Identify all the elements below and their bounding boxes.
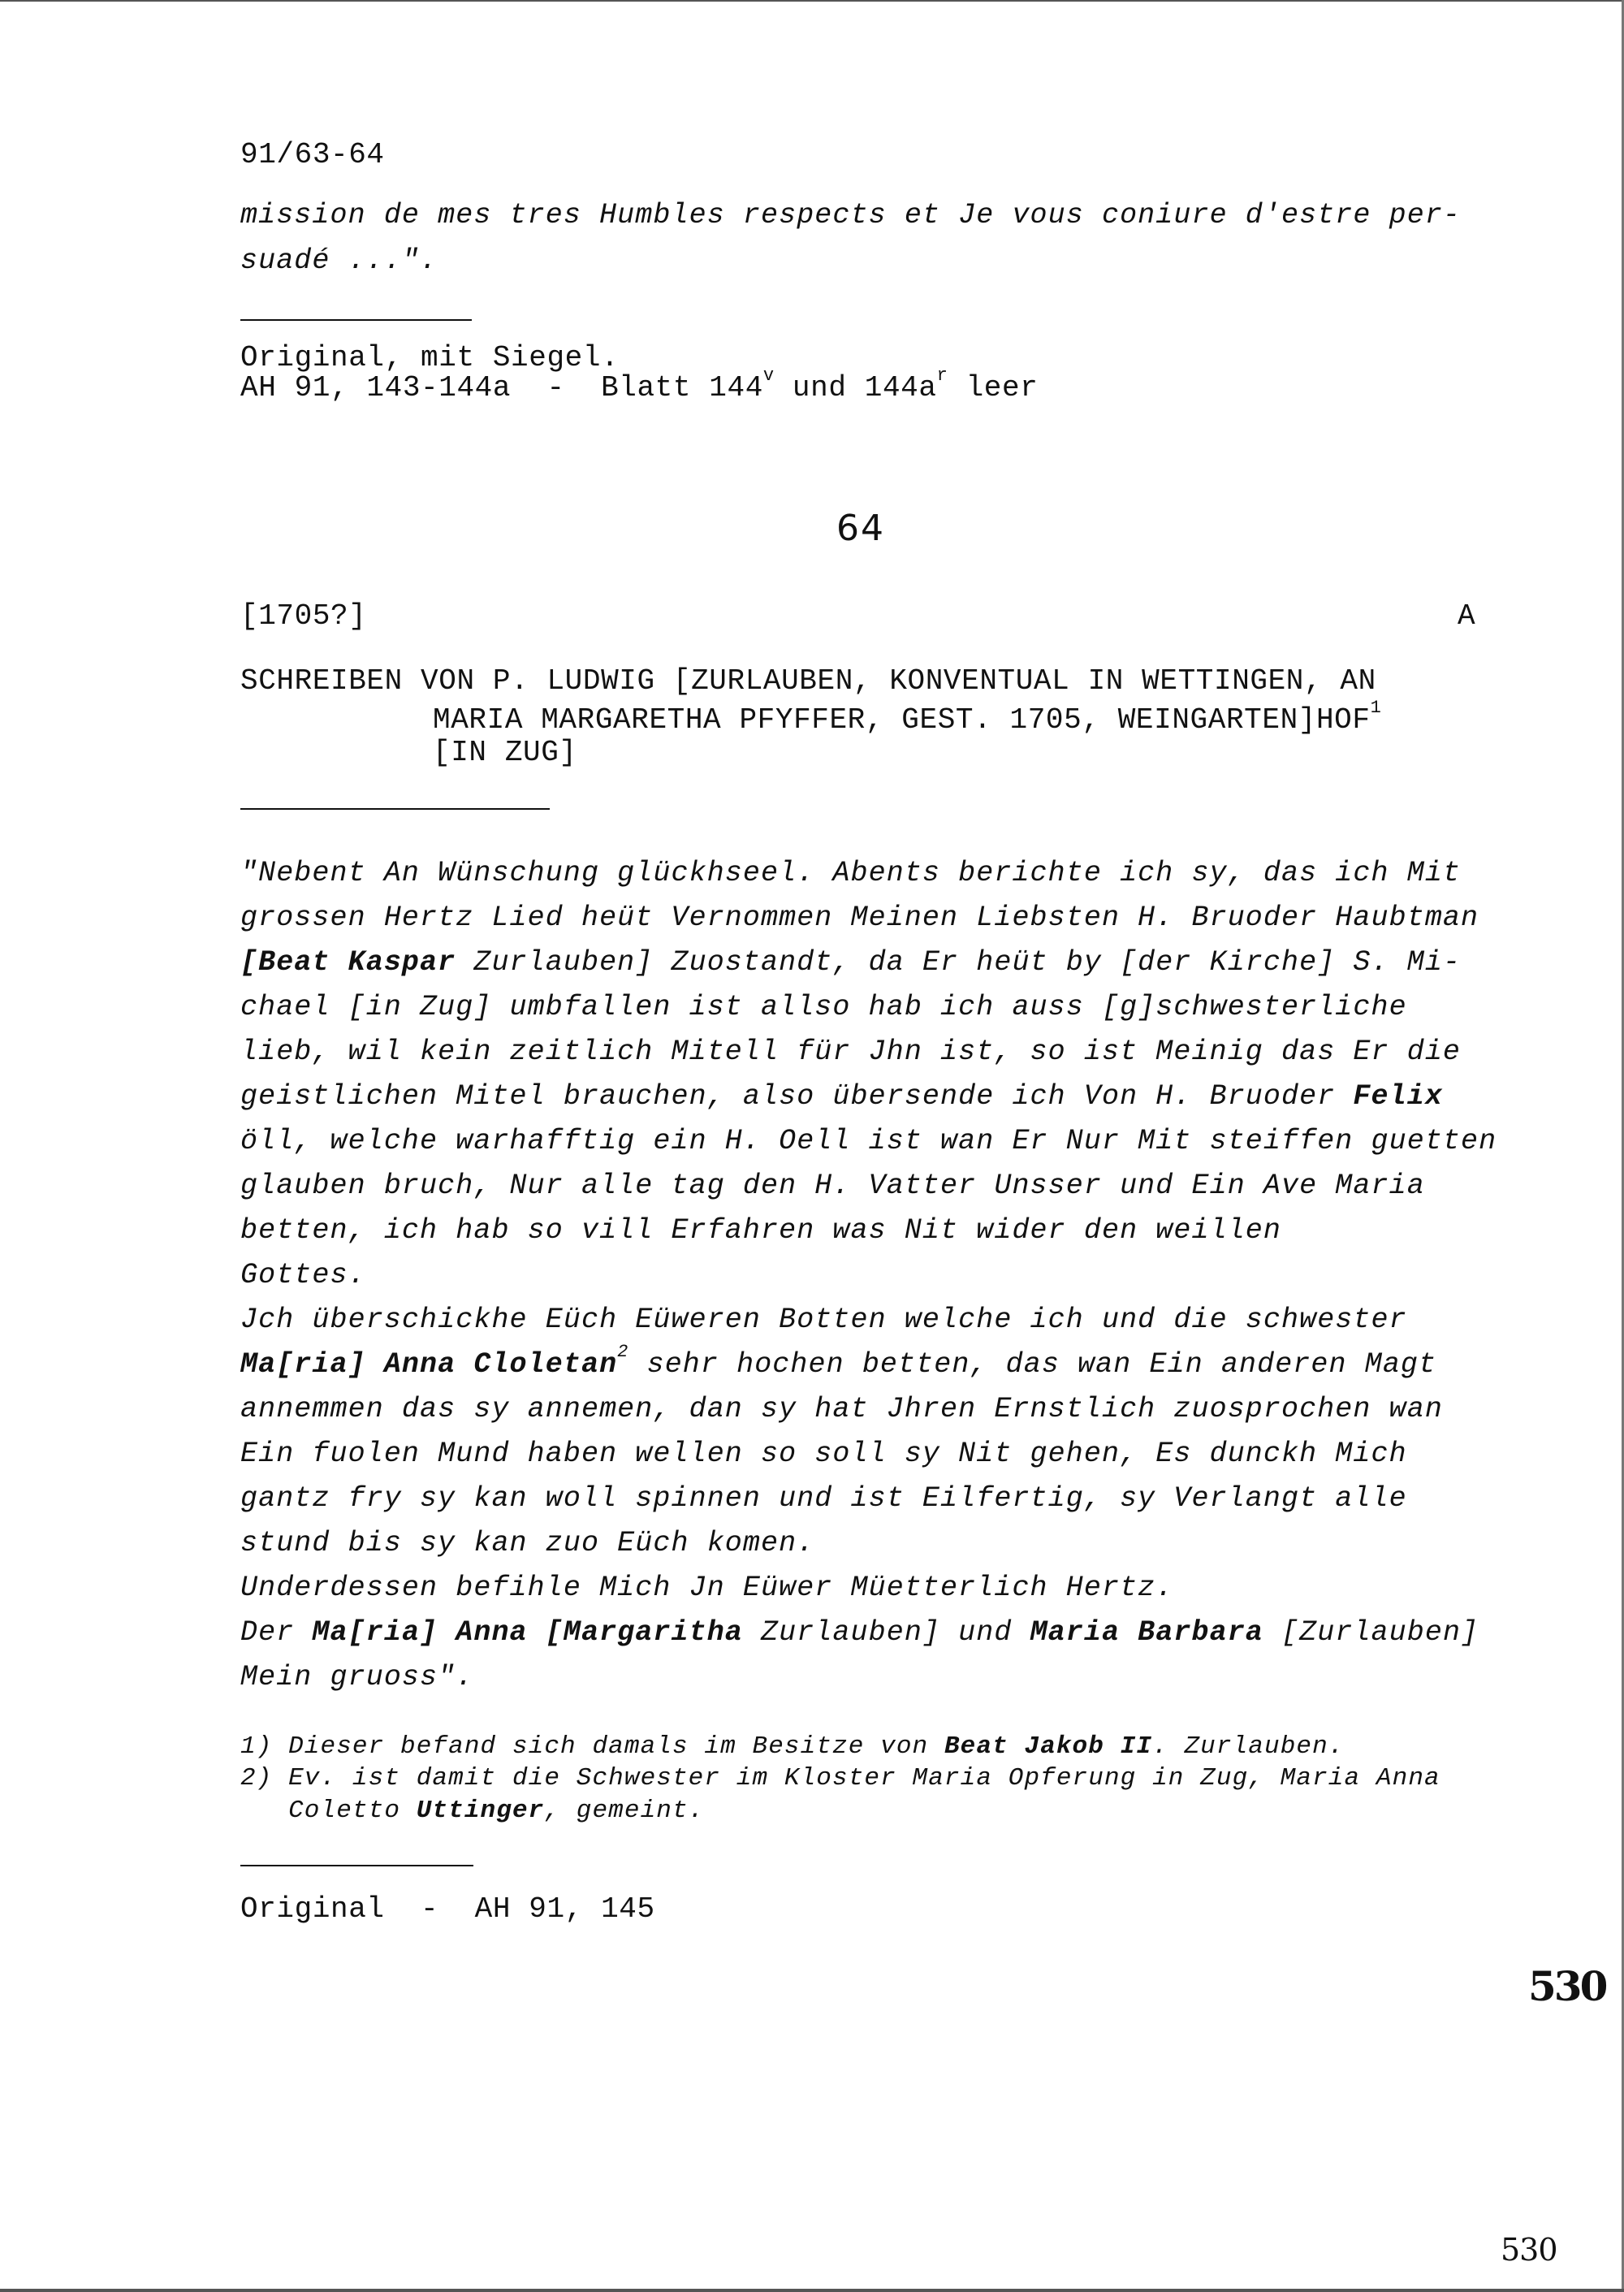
separator-rule-3 (240, 1865, 473, 1866)
separator-rule-2 (240, 808, 550, 810)
document-title-line-2: MARIA MARGARETHA PFYFFER, GEST. 1705, WEINGARTEN]HOF$^1$ (433, 698, 1382, 737)
separator-rule-1 (240, 319, 472, 321)
previous-source-line-1: Original, mit Siegel. (240, 341, 620, 374)
previous-source-line-2: AH 91, 143-144a - Blatt 144$^v$ und $144a^r$ leer (240, 365, 1039, 404)
handwritten-corner-mark: 530 (1501, 2232, 1557, 2268)
body-line: lieb, wil kein zeitlich Mitell für Jhn ist, so ist Meinig das Er die (240, 1036, 1462, 1068)
body-line: grossen Hertz Lied heüt Vernommen Meinen Liebsten H. Bruoder Haubtman (240, 902, 1479, 934)
body-line: "Nebent An Wünschung glückhseel. Abents berichte ich sy, das ich Mit (240, 857, 1462, 889)
body-line: glauben bruch, Nur alle tag den H. Vatter Unsser und Ein Ave Maria (240, 1170, 1425, 1202)
body-line: gantz fry sy kan woll spinnen und ist Eilfertig, sy Verlangt alle (240, 1482, 1407, 1515)
scan-border-top (0, 0, 1624, 2)
body-line: Ein fuolen Mund haben wellen so soll sy Nit gehen, Es dunckh Mich (240, 1438, 1407, 1470)
body-line: [Beat Kaspar Zurlauben] Zuostandt, da Er heüt by [der Kirche] S. Mi- (240, 946, 1462, 979)
body-line: chael [in Zug] umbfallen ist allso hab ich auss [g]schwesterliche (240, 991, 1407, 1023)
body-line: stund bis sy kan zuo Eüch komen. (240, 1527, 815, 1559)
carryover-line-2: suadé ...". (240, 244, 438, 277)
body-line: Der Ma[ria] Anna [Margaritha Zurlauben] und Maria Barbara [Zurlauben] (240, 1616, 1479, 1649)
source-note: Original - AH 91, 145 (240, 1892, 655, 1926)
document-date: [1705?] (240, 599, 367, 633)
page-reference: 91/63-64 (240, 138, 385, 171)
scan-border-bottom (0, 2289, 1624, 2292)
body-line: betten, ich hab so vill Erfahren was Nit wider den weillen (240, 1214, 1281, 1247)
footnote-2-continued: Coletto Uttinger, gemeint. (240, 1797, 705, 1825)
body-line: annemmen das sy annemen, dan sy hat Jhren Ernstlich zuosprochen wan (240, 1393, 1443, 1425)
carryover-line-1: mission de mes tres Humbles respects et Je vous coniure d'estre per- (240, 199, 1462, 231)
document-title-line-3: [IN ZUG] (433, 736, 577, 769)
body-line: öll, welche warhafftig ein H. Oell ist wan Er Nur Mit steiffen guetten (240, 1125, 1497, 1157)
body-line: Mein gruoss". (240, 1661, 474, 1693)
body-line: Ma[ria] Anna Cloletan$^2$ sehr hochen betten, das wan Ein anderen Magt (240, 1342, 1437, 1381)
body-line: geistlichen Mitel brauchen, also übersende ich Von H. Bruoder Felix (240, 1080, 1443, 1113)
document-title-line-1: SCHREIBEN VON P. LUDWIG [ZURLAUBEN, KONVENTUAL IN WETTINGEN, AN (240, 664, 1376, 698)
footnote-2: 2) Ev. ist damit die Schwester im Kloster Maria Opferung in Zug, Maria Anna (240, 1764, 1440, 1793)
document-number: 64 (836, 508, 885, 549)
body-line: Underdessen befihle Mich Jn Eüwer Müetterlich Hertz. (240, 1572, 1174, 1604)
handwritten-folio-number: 530 (1528, 1962, 1606, 2010)
document-letter: A (1458, 599, 1476, 633)
body-line: Jch überschickhe Eüch Eüweren Botten welche ich und die schwester (240, 1304, 1407, 1336)
body-line: Gottes. (240, 1259, 366, 1291)
footnote-1: 1) Dieser befand sich damals im Besitze von Beat Jakob II. Zurlauben. (240, 1732, 1345, 1761)
